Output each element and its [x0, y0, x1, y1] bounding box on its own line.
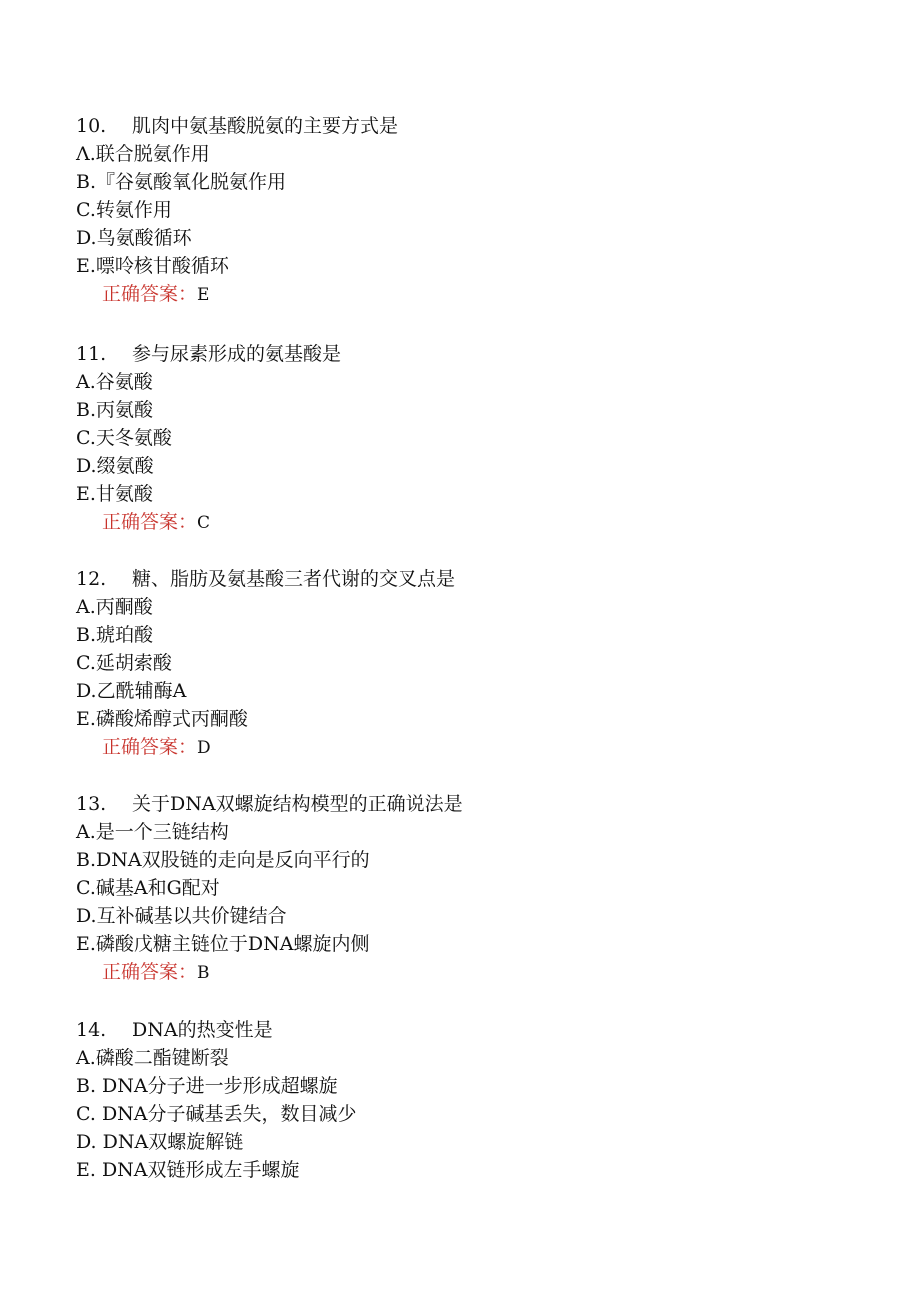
question-12 [76, 565, 856, 761]
option-d: D.乙酰辅酶A [76, 680, 187, 702]
option-a: A.丙酮酸 [76, 596, 153, 618]
option-e: E.磷酸戊糖主链位于DNA螺旋内侧 [76, 933, 370, 955]
question-stem [76, 790, 856, 818]
answer-value: B [197, 963, 210, 983]
answer-label: 正确答案： [102, 283, 198, 305]
option-a: Λ.联合脱氨作用 [76, 143, 210, 165]
question-13 [76, 790, 856, 986]
question-stem [76, 1016, 856, 1044]
question-number: 13. [76, 793, 107, 815]
option-b: B.DNA双股链的走向是反向平行的 [76, 849, 370, 871]
option-c: C.转氨作用 [76, 199, 172, 221]
question-14 [76, 1016, 856, 1184]
option-b: B. DNA分子进一步形成超螺旋 [76, 1075, 338, 1097]
answer-label: 正确答案： [102, 961, 198, 983]
correct-answer [76, 280, 856, 308]
option-a: A.磷酸二酯键断裂 [76, 1047, 229, 1069]
option-c: C. DNA分子碱基丢失，数目减少 [76, 1103, 357, 1125]
question-number: 10. [76, 115, 107, 137]
question-11 [76, 340, 856, 536]
question-number: 11. [76, 343, 107, 365]
question-text: 参与尿素形成的氨基酸是 [132, 343, 342, 365]
option-c: C.延胡索酸 [76, 652, 172, 674]
question-text: 关于DNA双螺旋结构模型的正确说法是 [132, 793, 463, 815]
correct-answer [76, 733, 856, 761]
answer-value: C [197, 513, 211, 533]
option-a: A.是一个三链结构 [76, 821, 229, 843]
option-e: E.甘氨酸 [76, 483, 153, 505]
option-e: E. DNA双链形成左手螺旋 [76, 1159, 300, 1181]
answer-label: 正确答案： [102, 736, 198, 758]
option-b: B.丙氨酸 [76, 399, 154, 421]
option-d: D.缀氨酸 [76, 455, 154, 477]
question-text: 肌肉中氨基酸脱氨的主要方式是 [132, 115, 399, 137]
option-e: E.磷酸烯醇式丙酮酸 [76, 708, 248, 730]
question-text: 糖、脂肪及氨基酸三者代谢的交叉点是 [132, 568, 456, 590]
answer-value: E [197, 285, 210, 305]
option-b: B.『谷氨酸氧化脱氨作用 [76, 171, 287, 193]
option-d: D. DNA双螺旋解链 [76, 1131, 244, 1153]
question-number: 12. [76, 568, 107, 590]
option-b: B.琥珀酸 [76, 624, 154, 646]
option-a: A.谷氨酸 [76, 371, 153, 393]
option-e: E.嘌呤核甘酸循环 [76, 255, 229, 277]
option-c: C.天冬氨酸 [76, 427, 172, 449]
question-text: DNA的热变性是 [132, 1019, 273, 1041]
answer-label: 正确答案： [102, 511, 198, 533]
question-number: 14. [76, 1019, 107, 1041]
question-stem [76, 340, 856, 368]
correct-answer [76, 958, 856, 986]
question-stem [76, 565, 856, 593]
option-d: D.鸟氨酸循环 [76, 227, 192, 249]
answer-value: D [197, 738, 211, 758]
option-d: D.互补碱基以共价键结合 [76, 905, 287, 927]
correct-answer [76, 508, 856, 536]
option-c: C.碱基A和G配对 [76, 877, 220, 899]
question-10 [76, 112, 856, 308]
question-stem [76, 112, 856, 140]
